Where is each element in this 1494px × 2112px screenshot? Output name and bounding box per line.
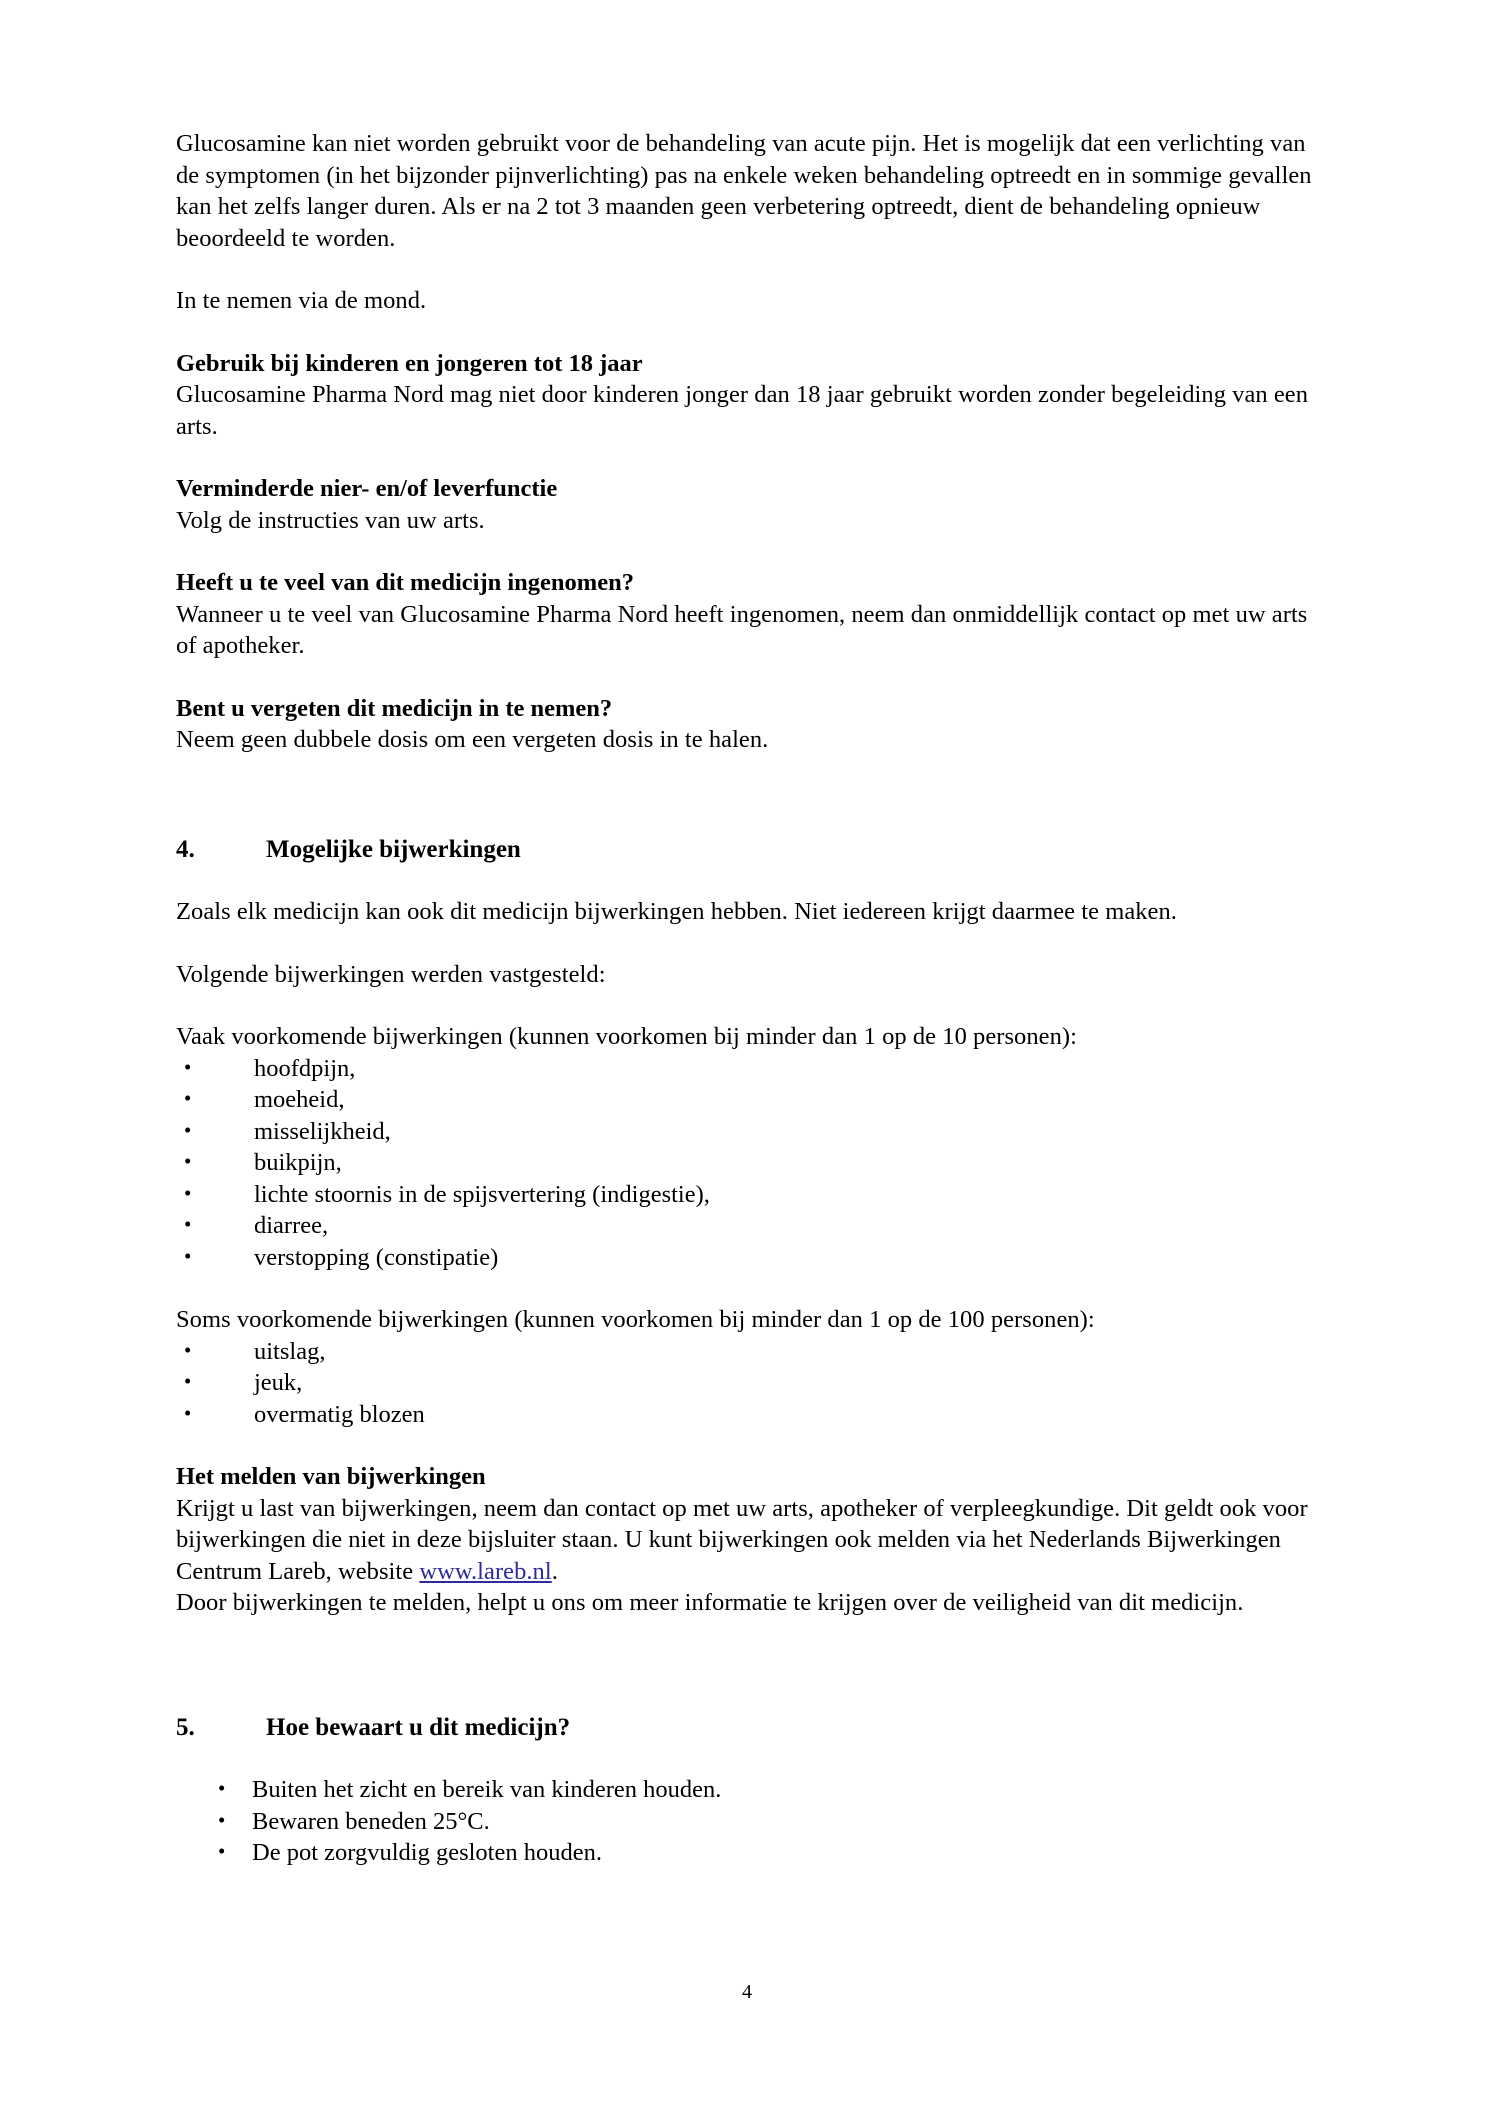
spacer — [176, 756, 1318, 834]
missed-dose-text: Neem geen dubbele dosis om een vergeten dosis in te halen. — [176, 726, 769, 753]
list-item: • verstopping (constipatie) — [176, 1242, 1318, 1274]
list-item: • buikpijn, — [176, 1147, 1318, 1179]
section-4-established: Volgende bijwerkingen werden vastgesteld: — [176, 960, 606, 988]
overdose-heading: Heeft u te veel van dit medicijn ingenomen? — [176, 569, 634, 596]
uncommon-side-effects-lead: Soms voorkomende bijwerkingen (kunnen voorkomen bij minder dan 1 op de 100 personen): — [176, 1306, 1095, 1333]
list-item: • uitslag, — [176, 1336, 1318, 1368]
lareb-website-link[interactable]: www.lareb.nl — [419, 1557, 552, 1585]
common-side-effects-lead: Vaak voorkomende bijwerkingen (kunnen voorkomen bij minder dan 1 op de 10 personen): — [176, 1023, 1077, 1050]
section-4-number: 4. — [176, 835, 195, 863]
section-4-intro: Zoals elk medicijn kan ook dit medicijn bijwerkingen hebben. Niet iedereen krijgt daarmee te maken. — [176, 898, 1177, 925]
missed-dose-heading: Bent u vergeten dit medicijn in te nemen? — [176, 694, 613, 722]
section-5-label: Hoe bewaart u dit medicijn? — [266, 1713, 571, 1741]
section-5-title — [176, 1712, 1318, 1744]
list-item: • Buiten het zicht en bereik van kinderen houden. — [176, 1774, 1318, 1806]
list-item: • De pot zorgvuldig gesloten houden. — [176, 1837, 1318, 1869]
page-number: 4 — [742, 1981, 752, 2003]
list-item: • lichte stoornis in de spijsvertering (indigestie), — [176, 1179, 1318, 1211]
list-item: • jeuk, — [176, 1367, 1318, 1399]
reporting-heading: Het melden van bijwerkingen — [176, 1463, 486, 1490]
list-item: • moeheid, — [176, 1084, 1318, 1116]
renal-hepatic-heading: Verminderde nier- en/of leverfunctie — [176, 475, 558, 502]
storage-list — [176, 1774, 1318, 1869]
spacer — [176, 865, 1318, 896]
list-item: • Bewaren beneden 25°C. — [176, 1806, 1318, 1838]
list-item: • diarree, — [176, 1210, 1318, 1242]
spacer — [176, 1273, 1318, 1304]
children-use-heading: Gebruik bij kinderen en jongeren tot 18 jaar — [176, 349, 643, 377]
section-5-number: 5. — [176, 1713, 195, 1741]
reporting-text-part1: Krijgt u last van bijwerkingen, neem dan contact op met uw arts, apotheker of verpleegkundige. Dit geldt ook voor bijwerkingen die niet in deze bijsluiter staan. U kunt bijwerkingen ook melden via het Nederlands Bijwerkingen Centrum Lareb, website — [176, 1494, 1308, 1585]
uncommon-side-effects-list — [176, 1336, 1318, 1431]
common-side-effects-list — [176, 1053, 1318, 1274]
list-item: • hoofdpijn, — [176, 1053, 1318, 1085]
reporting-text-part2: . — [551, 1557, 558, 1585]
spacer — [176, 1430, 1318, 1461]
list-item: • overmatig blozen — [176, 1399, 1318, 1431]
children-use-text: Glucosamine Pharma Nord mag niet door kinderen jonger dan 18 jaar gebruikt worden zonder begeleiding van een arts. — [176, 381, 1309, 440]
spacer — [176, 1743, 1318, 1774]
spacer — [176, 1681, 1318, 1712]
list-item: • misselijkheid, — [176, 1116, 1318, 1148]
intro-paragraph: Glucosamine kan niet worden gebruikt voor de behandeling van acute pijn. Het is mogelijk dat een verlichting van de symptomen (in het bijzonder pijnverlichting) pas na enkele weken behandeling optreedt en in sommige gevallen kan het zelfs langer duren. Als er na 2 tot 3 maanden geen verbetering optreedt, dient de behandeling opnieuw beoordeeld te worden. — [176, 130, 1312, 252]
renal-hepatic-text: Volg de instructies van uw arts. — [176, 506, 485, 534]
oral-use-paragraph: In te nemen via de mond. — [176, 287, 427, 314]
reporting-text — [176, 1493, 1318, 1588]
spacer — [176, 1619, 1318, 1681]
overdose-text: Wanneer u te veel van Glucosamine Pharma Nord heeft ingenomen, neem dan onmiddellijk contact op met uw arts of apotheker. — [176, 600, 1308, 659]
reporting-text-followup: Door bijwerkingen te melden, helpt u ons om meer informatie te krijgen over de veiligheid van dit medicijn. — [176, 1589, 1244, 1616]
section-4-title — [176, 834, 1318, 866]
section-4-label: Mogelijke bijwerkingen — [266, 835, 521, 863]
